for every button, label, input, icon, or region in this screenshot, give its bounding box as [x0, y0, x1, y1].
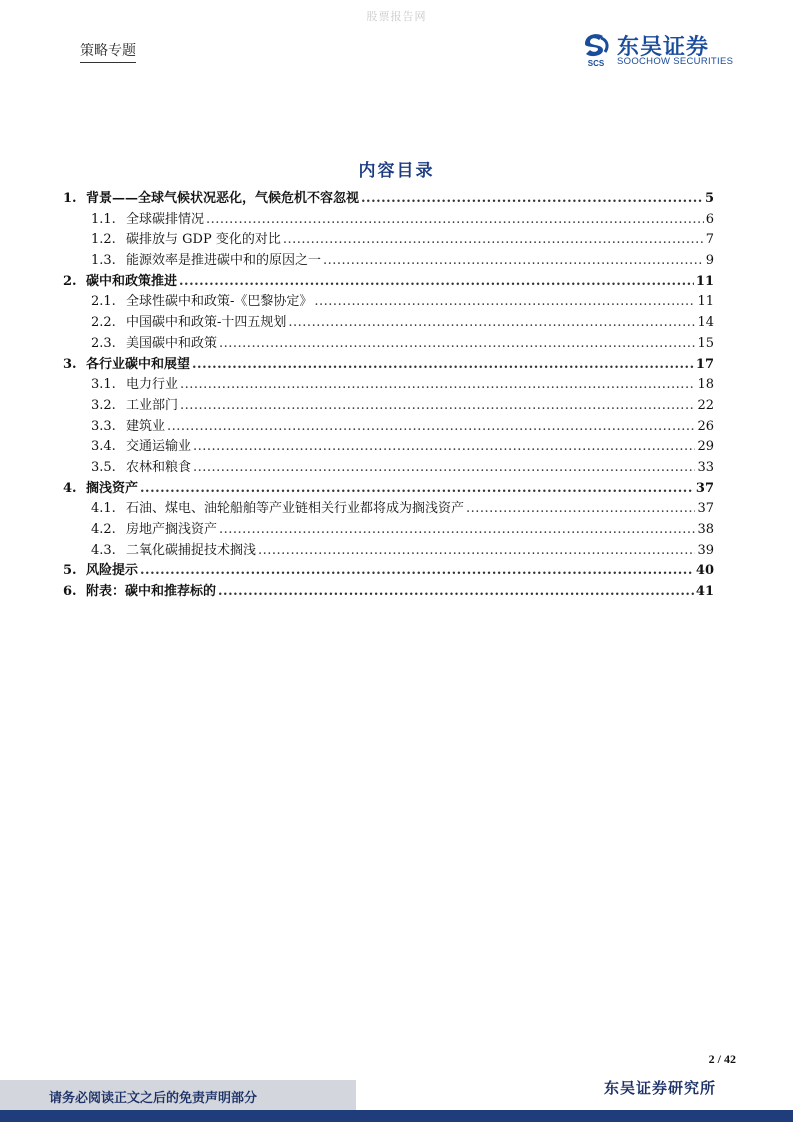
toc-entry-page: 11 — [695, 273, 714, 289]
footer-disclaimer-box — [0, 1080, 356, 1110]
toc-leader-dots — [361, 189, 703, 210]
toc-entry-number: 1.2. — [91, 232, 116, 248]
toc-entry-number: 6. — [63, 584, 77, 600]
toc-entry-number: 1. — [63, 191, 77, 206]
toc-entry[interactable] — [63, 561, 714, 582]
toc-title: 内容目录 — [358, 161, 435, 181]
toc-entry-number: 3.1. — [91, 377, 116, 393]
toc-entry[interactable] — [63, 479, 714, 500]
toc-entry[interactable] — [63, 520, 714, 541]
toc-entry[interactable] — [63, 230, 714, 251]
logo-chinese-name: 东吴证券 — [617, 35, 710, 60]
toc-entry-title: 电力行业 — [126, 377, 179, 393]
toc-entry-title: 石油、煤电、油轮船舶等产业链相关行业都将成为搁浅资产 — [126, 501, 465, 517]
scs-logo-icon — [581, 30, 611, 68]
toc-entry-number: 3.3. — [91, 418, 116, 434]
toc-entry[interactable] — [63, 437, 714, 458]
report-category-tag: 策略专题 — [80, 40, 136, 63]
toc-entry-title: 全球性碳中和政策-《巴黎协定》 — [126, 294, 313, 310]
toc-leader-dots — [206, 210, 704, 231]
toc-entry[interactable] — [63, 396, 714, 417]
toc-entry-title: 二氧化碳捕捉技术搁浅 — [126, 542, 257, 558]
toc-entry-number: 4. — [63, 480, 77, 496]
toc-entry-number: 4.1. — [91, 501, 116, 517]
toc-leader-dots — [283, 230, 704, 251]
toc-entry-number: 4.3. — [91, 542, 116, 558]
toc-entry[interactable] — [63, 582, 714, 603]
toc-leader-dots — [219, 334, 695, 355]
toc-entry[interactable] — [63, 189, 714, 210]
toc-entry-title: 能源效率是推进碳中和的原因之一 — [126, 253, 322, 269]
toc-entry-number: 3.4. — [91, 439, 116, 455]
toc-entry-number: 2.1. — [91, 294, 116, 310]
footer-bar — [0, 1110, 793, 1122]
toc-leader-dots — [258, 541, 695, 562]
toc-entry-page: 9 — [705, 253, 714, 269]
toc-leader-dots — [140, 479, 694, 500]
logo-mark-text: SCS — [587, 59, 605, 68]
toc-entry[interactable] — [63, 334, 714, 355]
toc-leader-dots — [167, 417, 695, 438]
toc-entry-page: 26 — [697, 418, 714, 434]
toc-leader-dots — [288, 313, 695, 334]
toc-entry-title: 交通运输业 — [126, 439, 192, 455]
toc-entry[interactable] — [63, 251, 714, 272]
toc-entry-number: 4.2. — [91, 522, 116, 537]
toc-entry-number: 1.1. — [91, 211, 116, 227]
toc-entry-page: 37 — [695, 480, 714, 496]
toc-entry-number: 5. — [63, 563, 77, 579]
toc-entry-title: 碳中和政策推进 — [86, 273, 178, 289]
toc-entry[interactable] — [63, 499, 714, 520]
toc-entry-title: 碳排放与 GDP 变化的对比 — [126, 232, 281, 248]
toc-entry-title: 风险提示 — [86, 563, 139, 579]
toc-leader-dots — [466, 499, 695, 520]
toc-entry-page: 41 — [695, 584, 714, 600]
toc-entry[interactable] — [63, 272, 714, 293]
toc-entry[interactable] — [63, 355, 714, 376]
toc-entry-page: 17 — [695, 356, 714, 372]
toc-entry[interactable] — [63, 375, 714, 396]
toc-leader-dots — [193, 437, 695, 458]
toc-entry-number: 2. — [63, 273, 77, 289]
toc-entry-title: 中国碳中和政策-十四五规划 — [126, 315, 287, 331]
toc-entry-number: 2.3. — [91, 335, 116, 351]
watermark: 股票报告网 — [366, 10, 427, 23]
toc-entry-title: 搁浅资产 — [86, 480, 139, 496]
toc-entry-page: 7 — [705, 232, 714, 248]
toc-entry-page: 11 — [697, 294, 714, 310]
toc-entry-number: 3.2. — [91, 397, 116, 413]
toc-leader-dots — [314, 292, 695, 313]
toc-entry-title: 美国碳中和政策 — [126, 335, 218, 351]
toc-entry-page: 14 — [697, 315, 714, 331]
toc-entry[interactable] — [63, 541, 714, 562]
toc-entry-page: 39 — [697, 542, 714, 558]
toc-entry-page: 22 — [697, 397, 714, 413]
footer-institute: 东吴证券研究所 — [604, 1079, 717, 1097]
toc-leader-dots — [179, 272, 694, 293]
toc-entry-page: 38 — [697, 522, 714, 537]
toc-entry-page: 6 — [705, 211, 714, 227]
toc-entry-page: 5 — [704, 191, 714, 206]
toc-entry-page: 33 — [697, 459, 714, 475]
toc-leader-dots — [193, 458, 695, 479]
toc-entry[interactable] — [63, 458, 714, 479]
toc-entry-title: 房地产搁浅资产 — [126, 522, 218, 537]
toc-entry-title: 附表：碳中和推荐标的 — [86, 584, 217, 600]
toc-leader-dots — [140, 561, 694, 582]
toc-entry-title: 农林和粮食 — [126, 459, 192, 475]
toc-leader-dots — [219, 520, 695, 541]
footer-disclaimer: 请务必阅读正文之后的免责声明部分 — [49, 1091, 258, 1106]
toc-entry-number: 3. — [63, 356, 77, 372]
toc-entry-title: 建筑业 — [126, 418, 166, 434]
toc-entry-page: 15 — [697, 335, 714, 351]
page-number: 2 / 42 — [708, 1052, 736, 1066]
toc-leader-dots — [192, 355, 694, 376]
toc-entry-page: 37 — [697, 501, 714, 517]
toc-entry[interactable] — [63, 210, 714, 231]
toc-entry-title: 工业部门 — [126, 397, 179, 413]
toc-leader-dots — [180, 375, 695, 396]
toc-entry-number: 2.2. — [91, 315, 116, 331]
toc-entry-page: 29 — [697, 439, 714, 455]
toc-leader-dots — [180, 396, 695, 417]
toc-entry[interactable] — [63, 313, 714, 334]
toc-entry-number: 1.3. — [91, 253, 116, 269]
table-of-contents — [63, 189, 714, 603]
logo-english-name: SOOCHOW SECURITIES — [617, 56, 734, 67]
toc-entry-page: 18 — [697, 377, 714, 393]
soochow-securities-logo — [581, 30, 741, 70]
toc-entry-page: 40 — [695, 563, 714, 579]
toc-leader-dots — [323, 251, 704, 272]
toc-entry-number: 3.5. — [91, 459, 116, 475]
toc-entry-title: 各行业碳中和展望 — [86, 356, 191, 372]
toc-leader-dots — [218, 582, 694, 603]
toc-entry[interactable] — [63, 292, 714, 313]
toc-entry-title: 背景——全球气候状况恶化，气候危机不容忽视 — [86, 191, 360, 206]
toc-entry[interactable] — [63, 417, 714, 438]
toc-entry-title: 全球碳排情况 — [126, 211, 205, 227]
